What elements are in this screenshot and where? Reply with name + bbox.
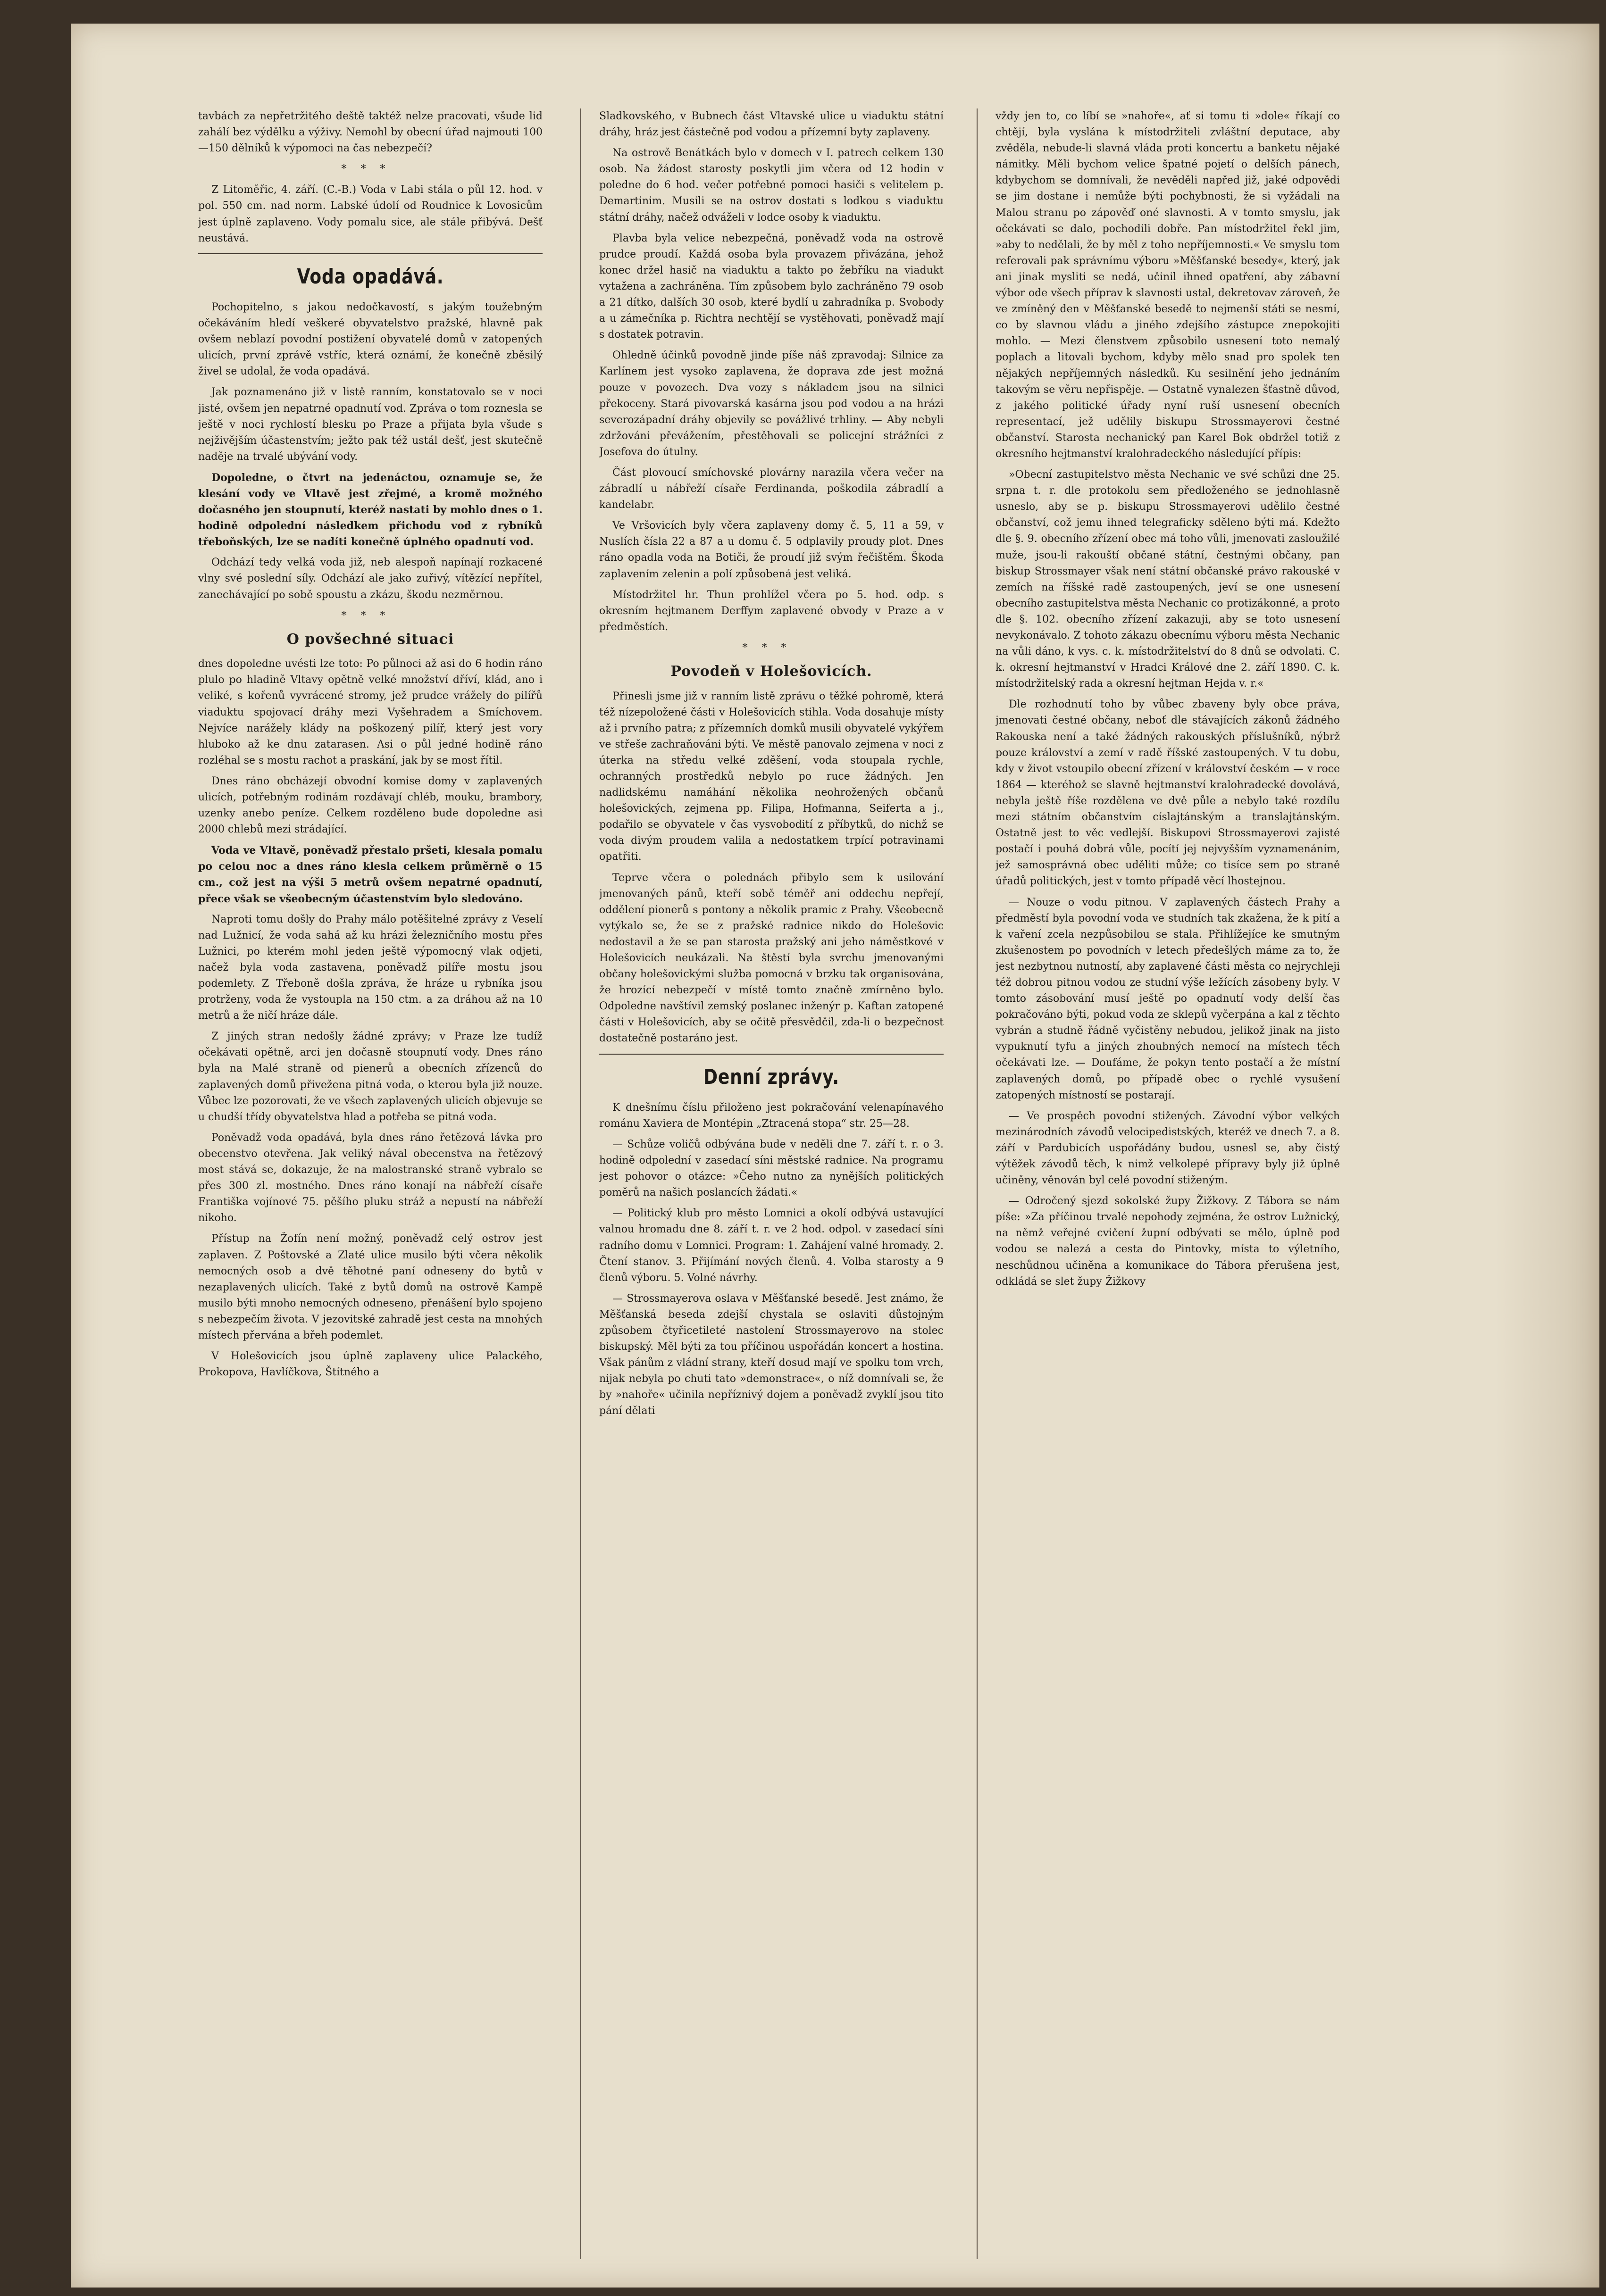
paragraph: Poněvadž voda opadává, byla dnes ráno řetězová lávka pro obecenstvo otevřena. Jak veliký nával obecenstva na řetězový most stává se, dokazuje, že na malostranské straně vybralo se přes 300 zl. mostného. Dnes ráno konají na nábřeží císaře Františka vojínové 75. pěšího pluku stráž a nepustí na nábřeží nikoho. (198, 1131, 543, 1224)
paragraph: Část plovoucí smíchovské plovárny narazila včera večer na zábradlí u nábřeží císaře Ferdinanda, poškodila zábradlí a kandelabr. (599, 466, 944, 511)
section-separator: *** (341, 163, 400, 175)
paragraph: Plavba byla velice nebezpečná, poněvadž voda na ostrově prudce proudí. Každá osoba byla provazem přivázána, jehož konec držel hasič na viaduktu a takto po žebříku na viadukt vytažena a zachráněna. Tím způsobem bylo zachráněno 79 osob a 21 dítko, dalších 30 osob, které bydlí u zahradníka p. Svobody a u zámečníka p. Richtra nechtějí se vystěhovati, poněvadž mají s dostatek potravin. (599, 232, 944, 341)
horizontal-rule (198, 253, 543, 254)
paragraph: Přístup na Žofín není možný, poněvadž celý ostrov jest zaplaven. Z Poštovské a Zlaté ulice musilo býti včera několik nemocných osob a dvě těhotné paní odneseny do bytů v nezaplavených ulicích. Také z bytů domů na ostrově Kampě musilo býti mnoho nemocných odneseno, přenášení bylo spojeno s nebezpečím života. V jezovitské zahradě jest cesta na mnohých místech přervána a břeh podemlet. (198, 1233, 543, 1341)
paragraph: Z Litoměřic, 4. září. (C.-B.) Voda v Labi stála o půl 12. hod. v pol. 550 cm. nad norm. Labské údolí od Roudnice k Lovosicům jest úplně zaplaveno. Vody pomalu sice, ale stále přibývá. Dešť neustává. (198, 184, 543, 244)
section-separator: *** (341, 609, 400, 622)
column-divider (580, 108, 581, 2259)
paragraph: Jak poznamenáno již v listě ranním, konstatovalo se v noci jisté, ovšem jen nepatrné opadnutí vod. Zpráva o tom roznesla se ještě v noci rychlostí blesku po Praze a přijata byla všude s nejživějším účastenstvím; ježto pak též ustál dešť, jest skutečně naděje na trvalé ubývání vody. (198, 386, 543, 463)
paragraph: Ve Vršovicích byly včera zaplaveny domy č. 5, 11 a 59, v Nuslích čísla 22 a 87 a u domu č. 5 odplavily proudy plot. Dnes ráno opadla voda na Botiči, že proudí již svým řečištěm. Škoda zaplavením zelenin a polí způsobená jest veliká. (599, 520, 944, 580)
paragraph: Dnes ráno obcházejí obvodní komise domy v zaplavených ulicích, potřebným rodinám rozdávají chléb, mouku, brambory, uzenky anebo peníze. Celkem rozděleno bude dopoledne asi 2000 chlebů mezi strádající. (198, 775, 543, 836)
section-separator: *** (742, 641, 801, 654)
paragraph: — Schůze voličů odbývána bude v neděli dne 7. září t. r. o 3. hodině odpolední v zasedací síni městské radnice. Na programu jest pohovor o otázce: »Čeho nutno za nynějších politických poměrů na našich poslancích žádati.« (599, 1138, 944, 1199)
paragraph: dnes dopoledne uvésti lze toto: Po půlnoci až asi do 6 hodin ráno plulo po hladině Vltavy opětně velké množství dříví, klád, ano i veliké, s kořenů vyvrácené stromy, jež prudce vrážely do pilířů viaduktu spojovací dráhy mezi Vyšehradem a Smíchovem. Nejvíce narážely klády na poškozený pilíř, který jest vory hluboko až ke dnu zatarasen. Asi o půl jedné hodině ráno rozléhal se s mostu rachot a praskání, jak by se most řítil. (198, 658, 543, 766)
paragraph: Ohledně účinků povodně jinde píše náš zpravodaj: Silnice za Karlínem jest vysoko zaplavena, že doprava zde jest možná pouze v povozech. Dva vozy s nákladem jsou na silnici překoceny. Stará pivovarská kasárna jsou pod vodou a na hrázi severozápadní dráhy objevily se povážlivé trhliny. — Aby nebyli zdržováni převážením, přestěhovali se policejní strážníci z Josefova do útulny. (599, 349, 944, 458)
column-left (198, 108, 543, 2250)
paragraph: Sladkovského, v Bubnech část Vltavské ulice u viaduktu státní dráhy, hráz jest částečně pod vodou a přízemní byty zaplaveny. (599, 110, 944, 139)
paragraph: Dle rozhodnutí toho by vůbec zbaveny byly obce práva, jmenovati čestné občany, neboť dle stávajících zákonů žádného Rakouska není a také žádných rakouských příslušníků, nýbrž pouze království a zemí v radě říšské zastoupených. V tu dobu, kdy v život vstoupilo obecní zřízení v království českém — v roce 1864 — kteréhož se slavně hejtmanství kralohradecké dovolává, nebyla ještě říše rozdělena ve dvě půle a nebylo také rozdílu mezi státním občanstvím císlajtánským a translajtánským. Ostatně jest to věc vedlejší. Biskupovi Strossmayerovi zajisté postačí i pouhá dobrá vůle, pocítí jej nejvyšším vyznamenáním, jež samosprávná obec uděliti může; co tisíce sem po straně úřadů politických, jest v tomto případě věcí lhostejnou. (995, 699, 1340, 888)
horizontal-rule (599, 1054, 944, 1055)
paragraph: — Nouze o vodu pitnou. V zaplavených částech Prahy a předměstí byla povodní voda ve studních tak zkažena, že k pití a k vaření zcela nezpůsobilou se stala. Přihlížejíce ke smutným zkušenostem po povodních v letech předešlých máme za to, že jest nezbytnou nutností, aby zaplavené části města co nejrychleji též dobrou pitnou vodou ze studní výše ležících zásobeny byly. V tomto zásobování musí ještě po opadnutí vody delší čas pokračováno býti, pokud voda ze sklepů vyčerpána a kal z těchto vybrán a studně řádně vyčistěny nebudou, jelikož jinak na jisto vypuknutí tyfu a jiných zhoubných nemocí na místech těch očekávati lze. — Doufáme, že pokyn tento postačí a že místní zaplavených domů, po případě obec o rychlé vysušení zatopených místností se postarají. (995, 896, 1340, 1101)
paragraph: K dnešnímu číslu přiloženo jest pokračování velenapínavého románu Xaviera de Montépin „Ztracená stopa“ str. 25—28. (599, 1101, 944, 1130)
paragraph-bold: Dopoledne, o čtvrt na jedenáctou, oznamuje se, že klesání vody ve Vltavě jest zřejmé, a kromě možného dočasného jen stoupnutí, kteréž nastati by mohlo dnes o 1. hodině odpolední následkem přichodu vod z rybníků třeboňských, lze se nadíti konečně úplného opadnutí vod. (198, 471, 543, 549)
column-middle (599, 108, 944, 2250)
paragraph: Z jiných stran nedošly žádné zprávy; v Praze lze tudíž očekávati opětně, arci jen dočasně stoupnutí vody. Dnes ráno byla na Malé straně od pienerů a obecních zřízenců do zaplavených domů přivežena pitná voda, o kterou byla již nouze. Vůbec lze pozorovati, že ve všech zaplavených ulicích objevuje se u chudší třídy obyvatelstva hlad a potřeba se pitná voda. (198, 1031, 543, 1123)
paragraph: vždy jen to, co líbí se »nahoře«, ať si tomu ti »dole« říkají co chtějí, byla vyslána k místodržiteli zvláštní deputace, aby zvěděla, nebude-li slavná vláda proti koncertu a banketu nějaké námitky. Měli bychom velice špatné pojetí o delších pánech, kdybychom se domnívali, že nevěděli napřed již, jaké odpovědi se jim dostane i nemůže býti pochybnosti, že si vyžádali na Malou stranu po zápověď oné slavnosti. A v tomto smyslu, jak očekávati se dalo, pochodili dobře. Pan místodržitel řekl jim, »aby to nedělali, že by měl z toho nepříjemnosti.« Ve smyslu tom referovali pak správnímu výboru »Měšťanské besedy«, který, jak ani jinak mysliti se nedá, učinil ihned opatření, aby zábavní výbor ode všech příprav k slavnosti ustal, dekretovav zároveň, že ve zmíněný den v Měšťanské besedě to nejmenší státi se nesmí, co by slavnou vládu a jiného zdejšího zástupce znepokojiti mohlo. — Mezi členstvem způsobilo usnesení toto nemalý poplach a litovali bychom, kdyby mělo snad pro spolek ten nějakých nepříjemných následků. Ku sesilnění jeho jednáním takovým se věru nepřispěje. — Ostatně vynalezen šťastně důvod, z jakého politické úřady nyní ruší usnesení obecních representací, jež udělily biskupu Strossmayerovi čestné občanství. Starosta nechanický pan Karel Bok obdržel totiž z okresního hejtmanství kralohradeckého následující přípis: (995, 110, 1340, 460)
paragraph: Místodržitel hr. Thun prohlížel včera po 5. hod. odp. s okresním hejtmanem Derffym zaplavené obvody v Praze a v předměstích. (599, 589, 944, 633)
paragraph: »Obecní zastupitelstvo města Nechanic ve své schůzi dne 25. srpna t. r. dle protokolu sem předloženého se jednohlasně usneslo, aby se p. biskupu Strossmayerovi udělilo čestné občanství, což jemu ihned telegraficky sděleno býti má. Kdežto dle §. 9. obecního zřízení obec má toho vůli, jmenovati zasloužilé muže, jsou-li rakouští občané státní, čestnými občany, pan biskup Strossmayer však není státní občanské právo rakouské v zemích na říšské radě zastoupených, jeví se one usnesení obecního zastupitelstva města Nechanic co protizákonné, a proto dle §. 102. obecního zřízení zakazuji, aby se toto usnesení nevykonávalo. Z tohoto zákazu obecnímu výboru města Nechanic na vůli dáno, k vys. c. k. místodržitelství do 8 dnů se odvolati. C. k. okresní hejtmanství v Hradci Králové dne 2. září 1890. C. k. místodržitelský rada a okresní hejtman Hejda v. r.« (995, 469, 1340, 690)
column-divider (977, 108, 978, 2259)
paragraph: — Ve prospěch povodní stižených. Závodní výbor velkých mezinárodních závodů velocipedistských, kteréž ve dnech 7. a 8. září v Pardubicích uspořádány budou, usnesl se, aby čistý výtěžek závodů těch, k nimž velkolepé přípravy byly již úplně učiněny, věnován byl celé povodní stiženým. (995, 1110, 1340, 1187)
paragraph: tavbách za nepřetržitého deště taktéž nelze pracovati, všude lid zahálí bez výdělku a výživy. Nemohl by obecní úřad najmouti 100—150 dělníků k výpomoci na čas nebezpečí? (198, 110, 543, 155)
paragraph: — Politický klub pro město Lomnici a okolí odbývá ustavující valnou hromadu dne 8. září t. r. ve 2 hod. odpol. v zasedací síni radního domu v Lomnici. Program: 1. Zahájení valné hromady. 2. Čtení stanov. 3. Přijímání nových členů. 4. Volba starosty a 9 členů výboru. 5. Volné návrhy. (599, 1207, 944, 1284)
headline-povoden-holesovice: Povodeň v Holešovicích. (670, 663, 872, 680)
paragraph: — Odročený sjezd sokolské župy Žižkovy. Z Tábora se nám píše: »Za příčinou trvalé nepohody zejména, že ostrov Lužnický, na němž veřejné cvičení župní odbývati se mělo, úplně pod vodou se nalezá a cesta do Pintovky, místa to výletního, neschůdnou učiněna a komunikace do Tábora přerušena jest, odkládá se slet župy Žižkovy (995, 1195, 1340, 1288)
paragraph: Pochopitelno, s jakou nedočkavostí, s jakým toužebným očekáváním hledí veškeré obyvatelstvo pražské, hlavně pak ovšem neblazí povodní postižení obyvatelé domů v zatopených ulicích, první zprávě vstříc, která oznámí, že konečně zběsilý živel se udolal, že voda opadává. (198, 301, 543, 378)
headline-voda-opadava: Voda opadává. (297, 264, 444, 289)
newspaper-page (71, 24, 1599, 2288)
headline-povsechne-situaci: O povšechné situaci (286, 631, 454, 648)
column-right (995, 108, 1340, 2250)
paragraph: Naproti tomu došly do Prahy málo potěšitelné zprávy z Veselí nad Lužnicí, že voda sahá až ku hrázi železničního mostu přes Lužnici, po kterém mohl jeden ještě výpomocný vlak odjeti, načež byla voda zastavena, poněvadž pilíře mostu jsou podemlety. Z Třeboně došla zpráva, že hráze u rybníka jsou protrženy, voda že vystoupla na 150 ctm. a za dráhou až na 10 metrů a že ničí hráze dále. (198, 913, 543, 1022)
paragraph: Teprve včera o polednách přibylo sem k usilování jmenovaných pánů, kteří sobě téměř ani oddechu nepřejí, oddělení pionerů s pontony a několik pramic z Prahy. Všeobecně vytýkalo se, že se z pražské radnice nikdo do Holešovic nedostavil a že se pan starosta pražský ani jeho náměstkové v Holešovicích neukázali. Na štěstí byla svrchu jmenovanými občany holešovickými služba pomocná v brzku tak organisována, že hrozící nebezpečí v místě tomto značně zmírněno bylo. Odpoledne navštívil zemský poslanec inženýr p. Kaftan zatopené části v Holešovicích, aby se očitě přesvědčil, zda-li o bezpečnost dostatečně postaráno jest. (599, 872, 944, 1045)
paragraph: Na ostrově Benátkách bylo v domech v I. patrech celkem 130 osob. Na žádost starosty poskytli jim včera od 12 hodin v poledne do 6 hod. večer potřebné pomoci hasiči s velitelem p. Demartinim. Musili se na ostrov dostati s lodkou s viaduktu státní dráhy, načež odváželi v lodce osoby k viaduktu. (599, 147, 944, 224)
paragraph: Odchází tedy velká voda již, neb alespoň napínají rozkacené vlny své poslední síly. Odchází ale jako zuřivý, vítězící nepřítel, zanechávající po sobě spoustu a zkázu, škodu nezměrnou. (198, 557, 543, 601)
paragraph: — Strossmayerova oslava v Měšťanské besedě. Jest známo, že Měšťanská beseda zdejší chystala se oslaviti důstojným způsobem čtyřicetileté nastolení Strossmayerovo na stolec biskupský. Měl býti za tou příčinou uspořádán koncert a hostina. Však pánům z vládní strany, kteří dosud mají ve spolku tom vrch, nijak nebyla po chuti tato »demonstrace«, o níž domnívali se, že by »nahoře« učinila nepříznivý dojem a poněvadž zvyklí jsou tito pání dělati (599, 1292, 944, 1417)
page-edge-shadow (1496, 24, 1599, 2288)
paragraph-bold: Voda ve Vltavě, poněvadž přestalo pršeti, klesala pomalu po celou noc a dnes ráno klesla celkem průměrně o 15 cm., což jest na výši 5 metrů ovšem nepatrné opadnutí, přece však se všeobecným účastenstvím bylo sledováno. (198, 844, 543, 905)
paragraph: V Holešovicích jsou úplně zaplaveny ulice Palackého, Prokopova, Havlíčkova, Štítného a (198, 1350, 543, 1379)
headline-denni-zpravy: Denní zprávy. (703, 1065, 839, 1089)
paragraph: Přinesli jsme již v ranním listě zprávu o těžké pohromě, která též nízepoložené části v Holešovicích stihla. Voda dosahuje místy až i prvního patra; z přízemních domků musili obyvatelé vykýřem ve střeše zachraňováni býti. Ve městě panovalo zejmena v noci z úterka na středu velké zděšení, voda stoupala rychle, ochranných prostředků nebylo po ruce žádných. Jen nadlidskému namáhání několika neohrožených občanů holešovických, zejmena pp. Filipa, Hofmanna, Seiferta a j., podařilo se obyvatele v čas vysvobodití z příbytků, do nichž se voda divým proudem valila a nedostatkem trpící potravinami opatřiti. (599, 690, 944, 863)
